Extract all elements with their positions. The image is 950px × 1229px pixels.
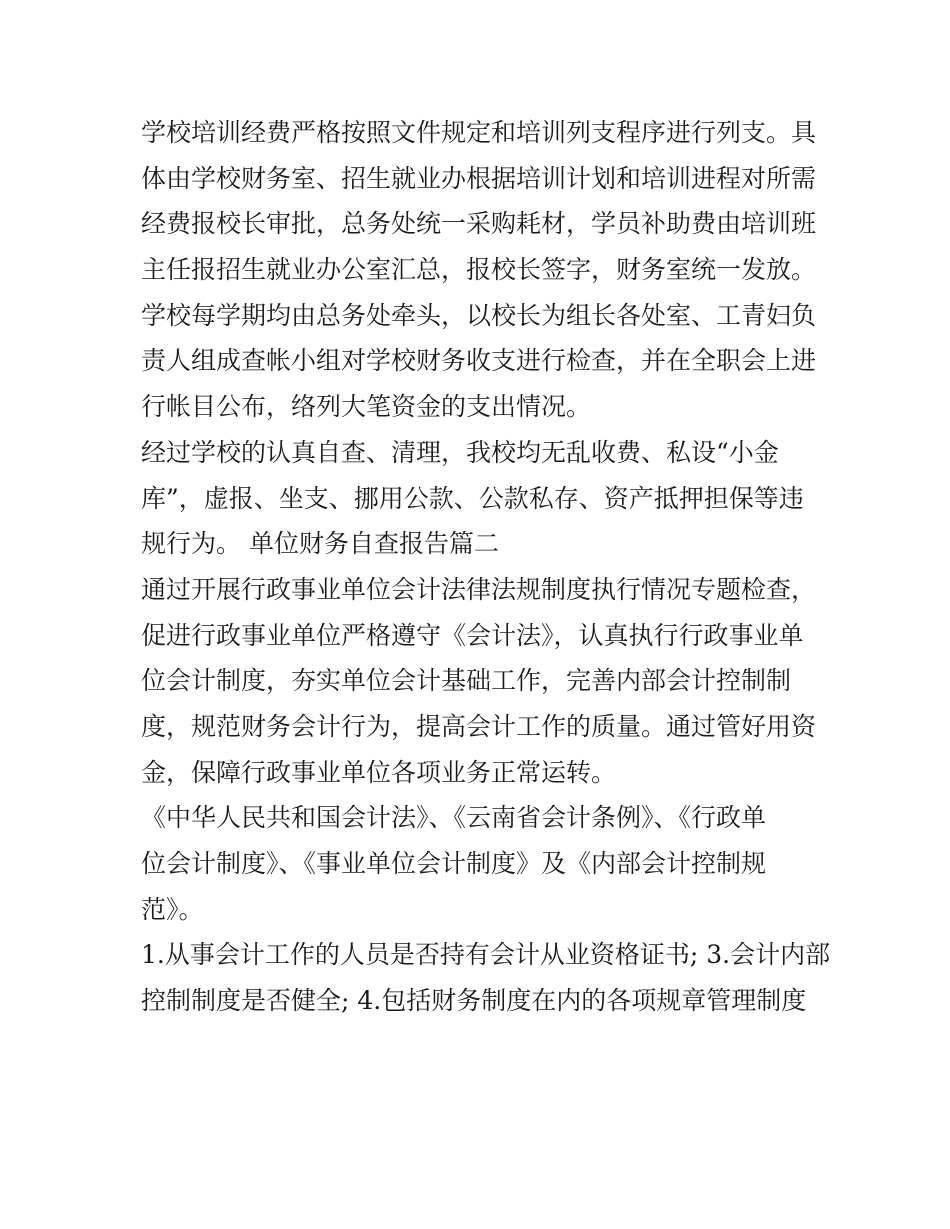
- text-line: 规行为。 单位财务自查报告篇二: [141, 529, 499, 559]
- text-line: 控制制度是否健全; 4.包括财务制度在内的各项规章管理制度: [141, 986, 807, 1016]
- text-line: 《中华人民共和国会计法》、《云南省会计条例》、《行政单: [141, 803, 767, 833]
- text-line: 通过开展行政事业单位会计法律法规制度执行情况专题检查，: [141, 574, 817, 604]
- text-line: 经过学校的认真自查、清理，我校均无乱收费、私设“小金: [141, 437, 779, 467]
- text-line: 范》。: [141, 894, 204, 924]
- text-line: 位会计制度》、《事业单位会计制度》及《内部会计控制规: [141, 849, 767, 878]
- text-line: 位会计制度，夯实单位会计基础工作，完善内部会计控制制: [141, 666, 792, 696]
- text-line: 经费报校长审批，总务处统一采购耗材，学员补助费由培训班: [141, 209, 817, 239]
- body-text: [141, 110, 831, 1024]
- text-line: 学校培训经费严格按照文件规定和培训列支程序进行列支。具: [141, 118, 817, 147]
- text-line: 度，规范财务会计行为，提高会计工作的质量。通过管好用资: [141, 711, 817, 741]
- text-line: 促进行政事业单位严格遵守《会计法》，认真执行行政事业单: [141, 620, 804, 650]
- text-line: 1.从事会计工作的人员是否持有会计从业资格证书; 3.会计内部: [141, 940, 831, 970]
- text-line: 库”，虚报、坐支、挪用公款、公款私存、资产抵押担保等违: [141, 483, 804, 513]
- text-line: 主任报招生就业办公室汇总，报校长签字，财务室统一发放。: [141, 255, 817, 285]
- text-line: 金，保障行政事业单位各项业务正常运转。: [141, 757, 617, 787]
- text-line: 责人组成查帐小组对学校财务收支进行检查，并在全职会上进: [141, 346, 817, 376]
- text-line: 体由学校财务室、招生就业办根据培训计划和培训进程对所需: [141, 163, 817, 193]
- text-line: 学校每学期均由总务处牵头，以校长为组长各处室、工青妇负: [141, 300, 817, 330]
- text-line: 行帐目公布，络列大笔资金的支出情况。: [141, 392, 592, 422]
